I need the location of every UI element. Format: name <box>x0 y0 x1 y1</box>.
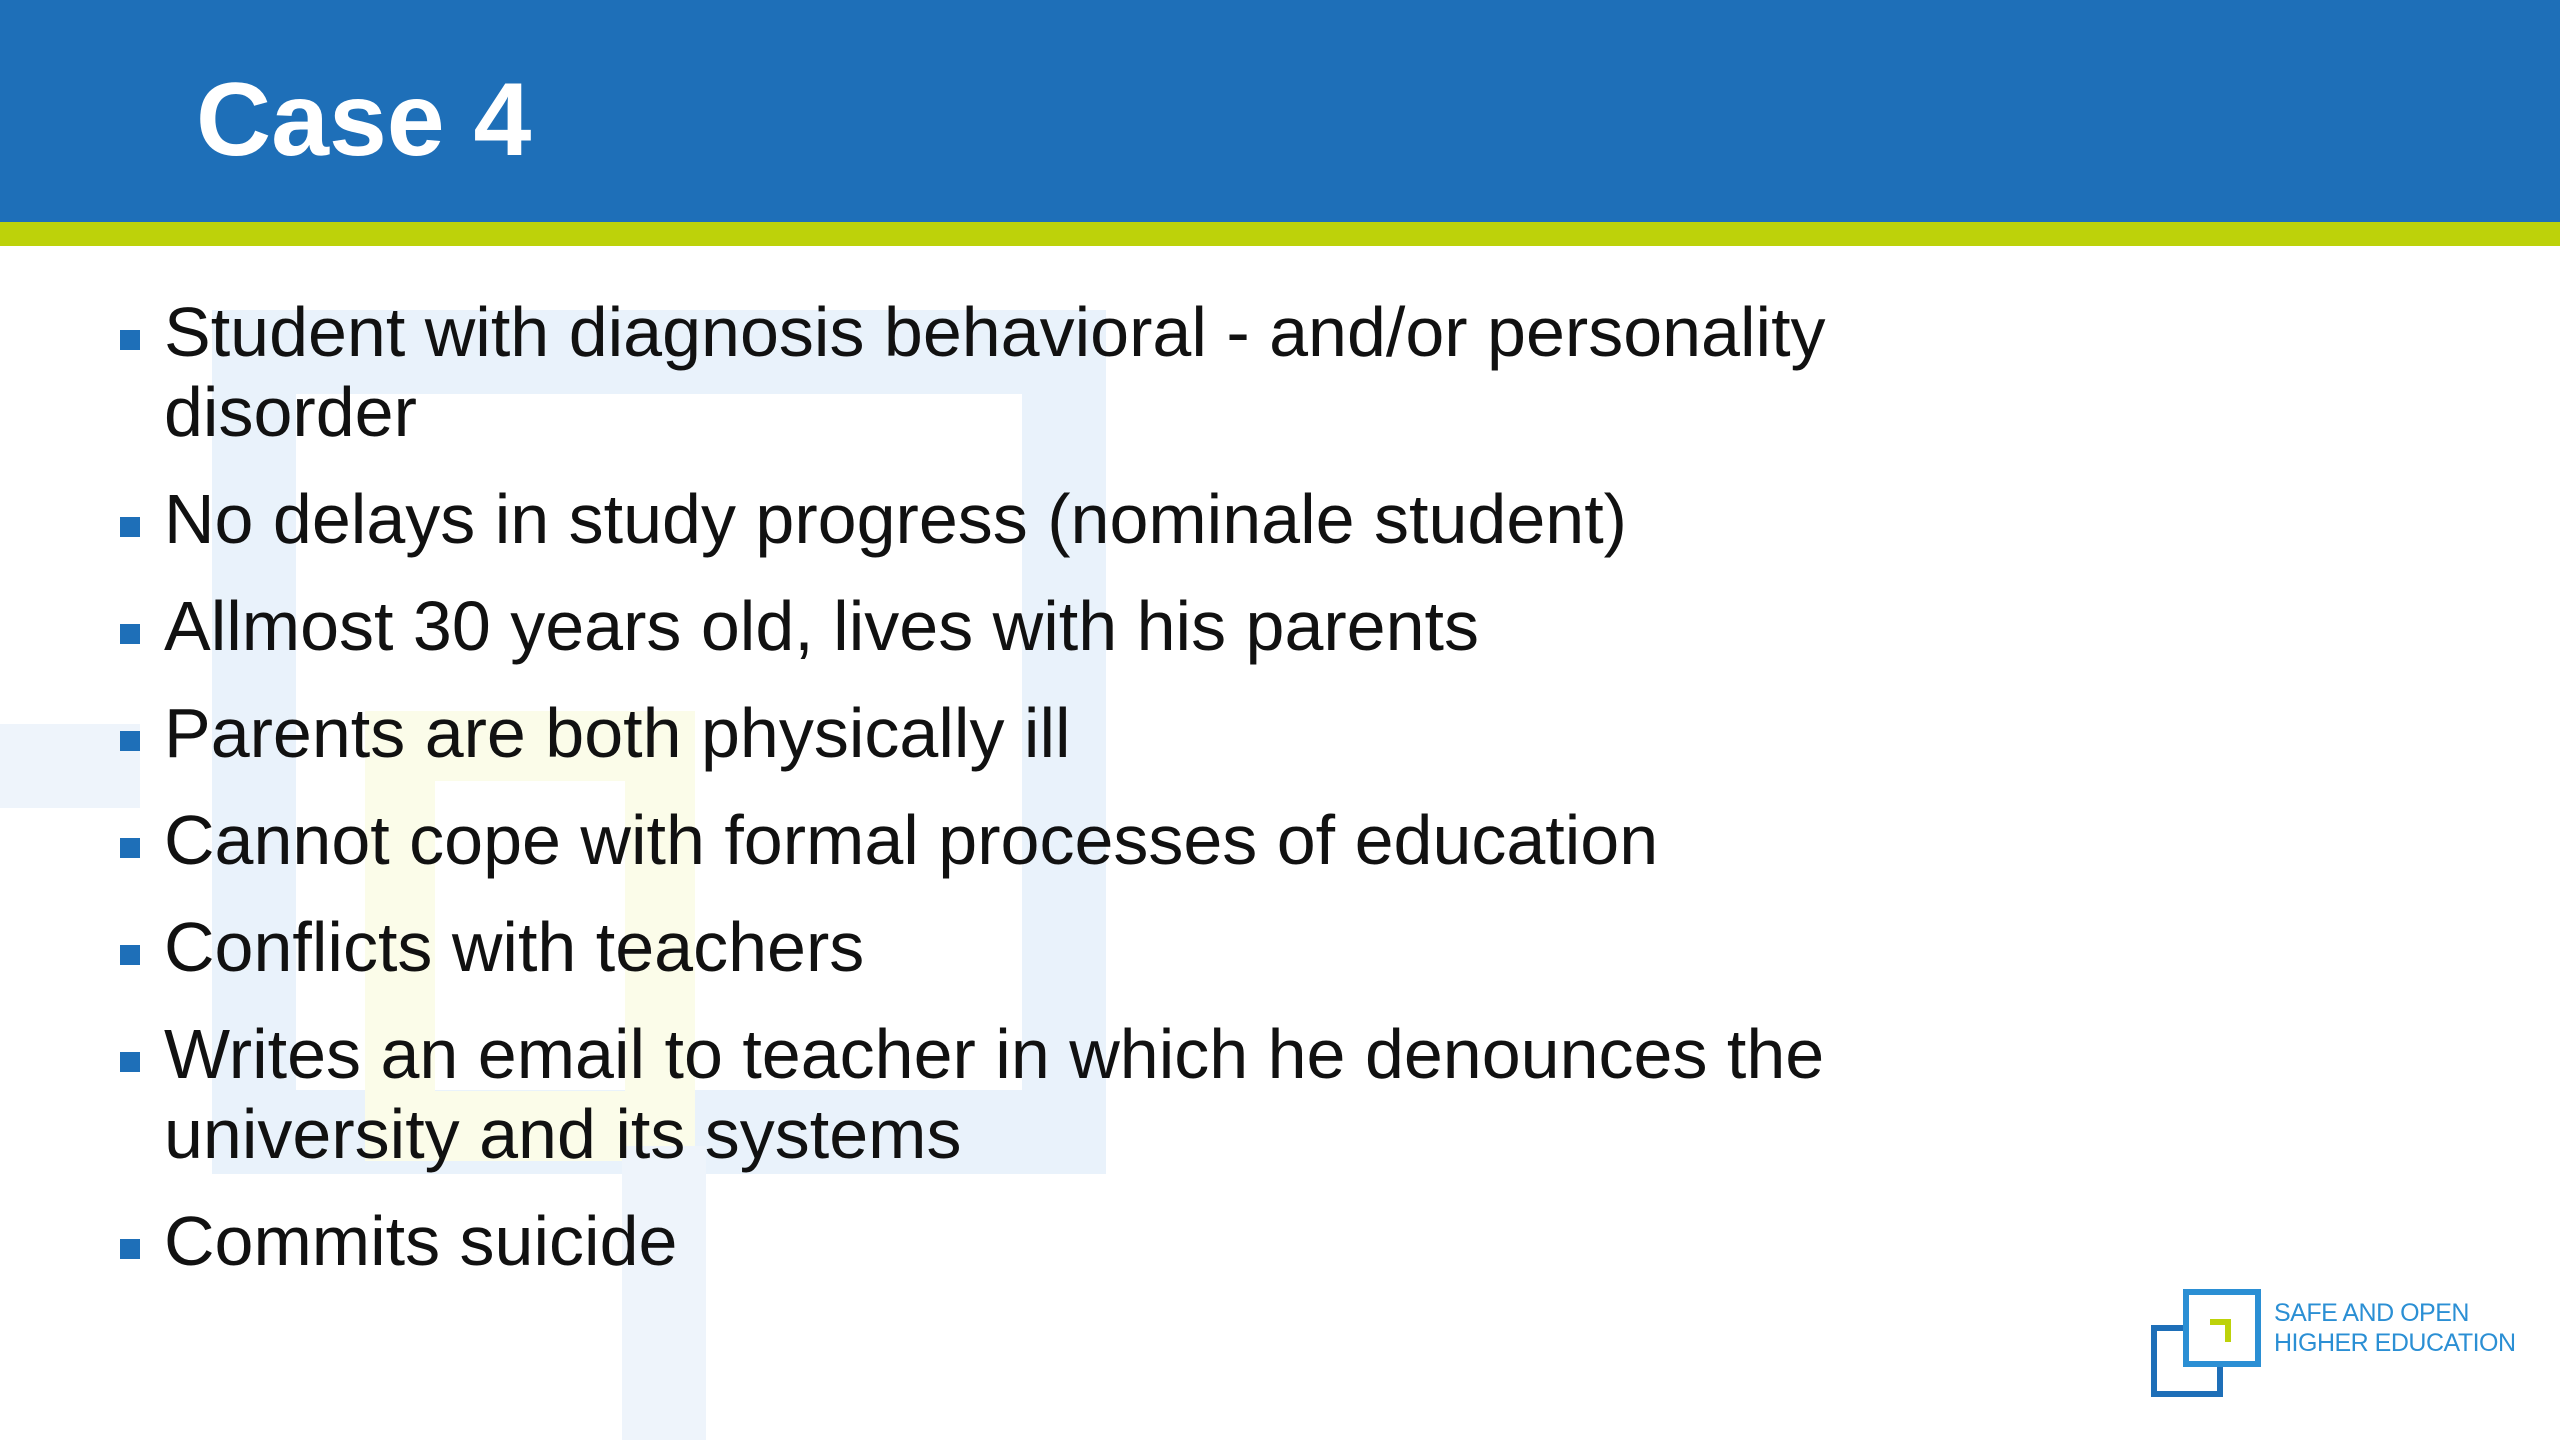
square-bullet-icon <box>120 624 140 644</box>
accent-stripe <box>0 222 2560 246</box>
bullet-list <box>118 292 1858 1308</box>
square-bullet-icon <box>120 945 140 965</box>
square-bullet-icon <box>120 838 140 858</box>
square-bullet-icon <box>120 517 140 537</box>
bullet-text: No delays in study progress (nominale student) <box>164 480 1627 558</box>
bullet-text: Writes an email to teacher in which he denounces the university and its systems <box>164 1015 1825 1173</box>
bullet-item <box>118 479 1858 559</box>
bullet-item <box>118 292 1858 452</box>
bullet-item <box>118 907 1858 987</box>
bullet-item <box>118 693 1858 773</box>
bullet-item <box>118 1014 1858 1174</box>
title-bar <box>0 0 2560 222</box>
bullet-item <box>118 586 1858 666</box>
logo-text <box>2274 1298 2514 1358</box>
square-bullet-icon <box>120 1052 140 1072</box>
bullet-text: Conflicts with teachers <box>164 908 865 986</box>
square-bullet-icon <box>120 731 140 751</box>
bullet-text: Parents are both physically ill <box>164 694 1071 772</box>
bullet-text: Allmost 30 years old, lives with his parents <box>164 587 1479 665</box>
bullet-item <box>118 800 1858 880</box>
bullet-text: Commits suicide <box>164 1202 678 1280</box>
bullet-text: Cannot cope with formal processes of education <box>164 801 1659 879</box>
logo <box>2150 1284 2516 1404</box>
bullet-text: Student with diagnosis behavioral - and/or personality disorder <box>164 293 1826 451</box>
square-bullet-icon <box>120 330 140 350</box>
square-bullet-icon <box>120 1239 140 1259</box>
logo-line-1: SAFE AND OPEN <box>2274 1299 2469 1327</box>
nested-squares-logo-icon <box>2150 1284 2266 1400</box>
bullet-item <box>118 1201 1858 1281</box>
slide-title: Case 4 <box>196 62 532 178</box>
logo-line-2: HIGHER EDUCATION <box>2274 1329 2516 1357</box>
